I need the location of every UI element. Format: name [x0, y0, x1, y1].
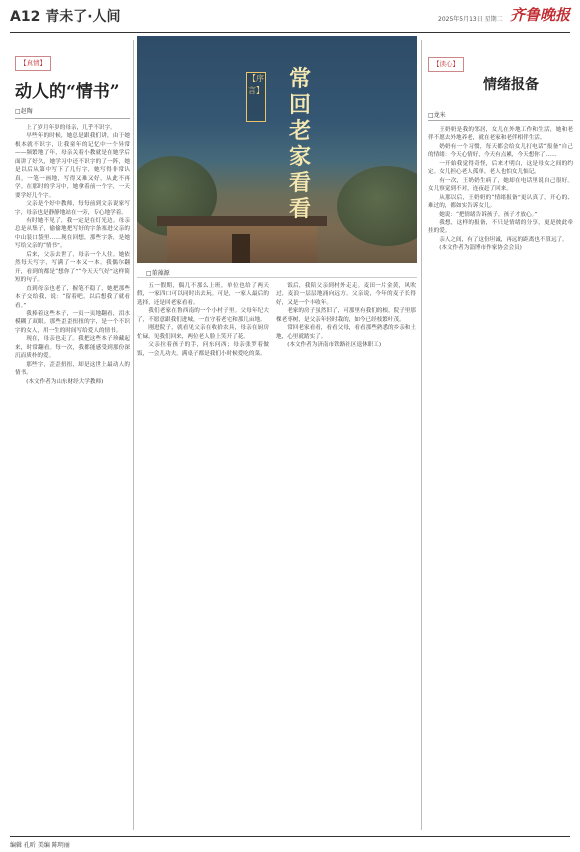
left-article-body: [15, 124, 130, 830]
column-divider: [133, 40, 134, 830]
paragraph: 老家的房子虽然旧了，可那里有我们的根。院子里那棵老枣树，是父亲年轻时栽的，如今已经枝繁叶茂。: [276, 308, 416, 323]
feature-tag: 【序言】: [246, 72, 266, 122]
paragraph: 从那以后，王奶奶的“情绪报备”更认真了，开心的、难过的，都如实告诉女儿。: [428, 194, 573, 210]
paragraph: 父亲是个好中教师，每每前到文亲说家写字，母亲也是静静地站在一旁，专心地学着。: [15, 201, 130, 216]
paragraph: 饭后，我陪父亲到村外走走。麦田一片金黄，风吹过，麦浪一层层地涌向远方。父亲说，今年的麦子长得好，又是一个丰收年。: [276, 283, 416, 306]
paragraph: 奶奶有一个习惯，每天都会给女儿打电话“报备”自己的情绪：今天心情好，今天有点累，今天想你了……: [428, 143, 573, 159]
feature-body-col-1: [137, 282, 269, 830]
feature-body-col-2: [276, 282, 416, 830]
feature-title: 常回老家看看: [288, 66, 311, 222]
paragraph: 早些年的时候，她总是跟我们讲，由于她根本就不识字，让我童年的记忆中一个异常——频繁地了年，母亲关着小教就是在她学后面讲了好久，她学习中还不识字的了一阵，她是以后从第中写下了几行字，她写得非常认真，一笔一画地，写得又难又好，从此不再学。在那时的学习中，她拿着前一个字，一天要学好几个字。: [15, 133, 130, 199]
paragraph: 我捧着这些本子，一页一页地翻看，泪水模糊了双眼。那些歪歪扭扭的字，是一个不识字的女人，用一生的时间写给爱人的情书。: [15, 310, 130, 334]
editors-credit: 编辑 孔昕 美编 陈明丽: [10, 842, 70, 849]
paragraph: 直到母亲也老了，握笔不稳了，她把那些本子交给我，说：“留着吧，以后想我了就看看。”: [15, 285, 130, 309]
divider: [428, 120, 573, 121]
right-article-author: □龙米: [428, 112, 446, 119]
house-door-shape: [232, 234, 250, 263]
feature-photo: [137, 36, 417, 263]
paragraph: 上了岁月年岁的母亲，几乎不识字。: [26, 125, 116, 131]
paragraph: 亲人之间，有了这份坦诚，再远的距离也不算远了。: [439, 236, 568, 243]
page-header: [10, 4, 570, 33]
footnote: (本文作者为济南市铁路社区退休职工): [287, 342, 382, 349]
paragraph: 我想，这样的报备，不只是情绪的分享，更是彼此牵挂的爱。: [428, 219, 573, 235]
feature-author: □董藻源: [146, 270, 170, 277]
tree-shape: [337, 166, 417, 246]
paragraph: 常回老家看看，看看父母，看看那些熟悉的乡亲和土地，心里就踏实了。: [276, 325, 416, 340]
newspaper-logo: 齐鲁晚报: [509, 6, 570, 24]
right-article-title: 情绪报备: [483, 77, 539, 93]
paragraph: 刚进院子，就看见父亲在收拾农具，母亲在厨房忙碌。见我们回来，两位老人脸上笑开了花。: [137, 325, 269, 340]
right-article-tag: 【读心】: [428, 57, 464, 72]
left-article-author: □赵陶: [15, 108, 33, 115]
paragraph: 后来，父亲去世了，母亲一个人住。她依然每天写字，写满了一本又一本。我偶尔翻开，看到的都是“想你了”“今天天气好”这样简短的句子。: [15, 251, 130, 284]
paragraph: 五一假期，偶几不那么上班，单位也给了两天假，一家四口可以同时出去玩。可是，一家人最后的选择，还是回老家看看。: [137, 283, 269, 306]
paragraph: 一开始我觉得奇怪，后来才明白，这是母女之间的约定。女儿担心老人孤单，老人也怕女儿惦记。: [428, 160, 573, 176]
left-article-title: 动人的“情书”: [15, 82, 120, 102]
paragraph: 我们老家在鲁西南的一个小村子里。父母年纪大了，不愿意跟我们进城，一直守着老宅和那几亩地。: [137, 308, 269, 323]
page-footer: [10, 836, 570, 849]
paragraph: 父亲拉着孩子的手，问东问西；母亲张罗着做饭，一会儿功夫，满桌子都是我们小时候爱吃的菜。: [137, 342, 269, 357]
issue-date: 2025年5月13日 星期二: [438, 16, 503, 23]
paragraph: 王奶奶是我的邻居，女儿在外地工作和生活，她和老伴不愿去外地养老，就在老家和老伴相伴生活。: [428, 127, 573, 142]
paragraph: 她说：“把情绪告诉孩子，孩子才放心。”: [439, 211, 538, 218]
right-article-body: [428, 126, 573, 830]
footnote: (本文作者为淄博市作家协会会员): [439, 245, 522, 252]
divider: [137, 277, 417, 278]
paragraph: 有时她不见了，我一定是在灯光边。母亲总是从集子，偷偷地把写好的字条塞进父亲的中山装口袋里……现在回想，那些字条，是她写给父亲的“情书”。: [15, 217, 130, 250]
footnote: (本文作者为山东财经大学教师): [26, 378, 104, 385]
left-article-tag: 【真情】: [15, 56, 51, 71]
paragraph: 有一次，王奶奶生病了，她却在电话里说自己很好。女儿察觉到不对，连夜赶了回来。: [428, 177, 573, 193]
paragraph: 现在，母亲也走了。我把这些本子珍藏起来，时常翻看。每一次，我都能感受到那份深沉而质朴的爱。: [15, 336, 130, 360]
column-divider: [421, 40, 422, 830]
page-section-title: A12 青未了·人间: [10, 9, 121, 25]
divider: [15, 118, 130, 119]
paragraph: 那些字，歪歪扭扭，却是这世上最动人的情书。: [15, 361, 130, 377]
